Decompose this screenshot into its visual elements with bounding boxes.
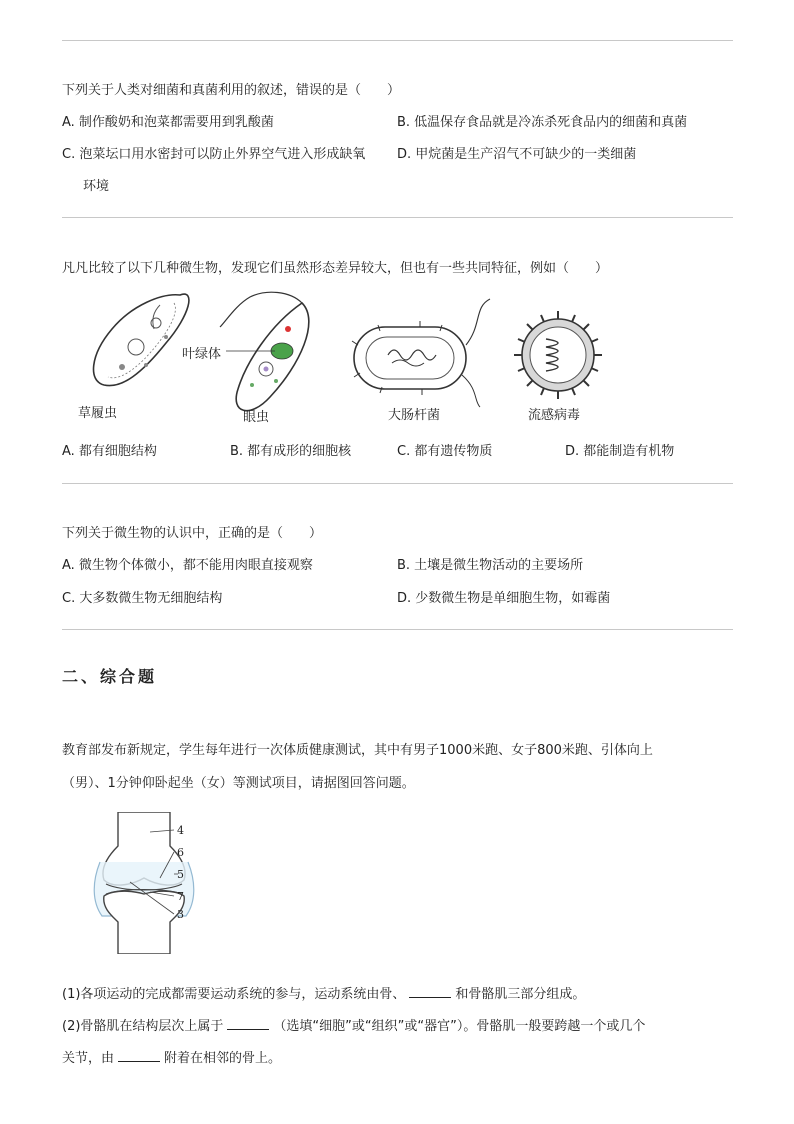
q1-option-b[interactable]: B. 低温保存食品就是冷冻杀死食品内的细菌和真菌 — [397, 115, 688, 130]
q1-option-d[interactable]: D. 甲烷菌是生产沼气不可缺少的一类细菌 — [397, 147, 637, 162]
euglena-drawing — [220, 292, 309, 410]
question-3-stem: 下列关于微生物的认识中，正确的是（ ） — [62, 526, 323, 541]
sub2-text-b: （选填“细胞”或“组织”或“器官”）。骨骼肌一般要跨越一个或几个 — [273, 1019, 646, 1034]
answer-blank-2[interactable] — [227, 1017, 269, 1030]
paramecium-label: 草履虫 — [78, 406, 118, 421]
ecoli-label: 大肠杆菌 — [388, 408, 441, 423]
joint-label-3: 3 — [177, 908, 184, 921]
section-title: 二、综合题 — [62, 667, 158, 686]
divider — [62, 629, 733, 630]
joint-label-7: 7 — [177, 890, 184, 903]
answer-blank-1[interactable] — [409, 985, 451, 998]
divider — [62, 40, 733, 41]
ecoli-drawing — [352, 299, 490, 407]
sub-question-2-line2 — [62, 1049, 281, 1068]
q2-option-d[interactable]: D. 都能制造有机物 — [565, 444, 675, 459]
joint-label-5: 5 — [177, 868, 184, 881]
joint-label-6: 6 — [177, 846, 184, 859]
q1-option-c-wrap: 环境 — [83, 179, 110, 194]
euglena-label: 眼虫 — [243, 410, 270, 425]
divider — [62, 217, 733, 218]
divider — [62, 483, 733, 484]
q2-option-a[interactable]: A. 都有细胞结构 — [62, 444, 157, 459]
virus-drawing — [514, 311, 602, 399]
sub2-line2-text-b: 附着在相邻的骨上。 — [164, 1051, 282, 1066]
sub2-line2-text-a: 关节，由 — [62, 1051, 115, 1066]
question-4-stem-line2: （男）、1分钟仰卧起坐（女）等测试项目，请据图回答问题。 — [62, 776, 415, 791]
q2-option-b[interactable]: B. 都有成形的细胞核 — [230, 444, 352, 459]
q3-option-d[interactable]: D. 少数微生物是单细胞生物，如霉菌 — [397, 591, 611, 606]
q1-option-c[interactable]: C. 泡菜坛口用水密封可以防止外界空气进入形成缺氧 — [62, 147, 366, 162]
question-1-stem: 下列关于人类对细菌和真菌利用的叙述，错误的是（ ） — [62, 83, 401, 98]
answer-blank-3[interactable] — [118, 1049, 160, 1062]
question-4-stem-line1: 教育部发布新规定，学生每年进行一次体质健康测试，其中有男子1000米跑、女子800米跑、引体向上 — [62, 743, 653, 758]
chloroplast-label: 叶绿体 — [182, 347, 222, 362]
sub2-text-a: (2)骨骼肌在结构层次上属于 — [62, 1019, 224, 1034]
q3-option-b[interactable]: B. 土壤是微生物活动的主要场所 — [397, 558, 584, 573]
q3-option-a[interactable]: A. 微生物个体微小，都不能用肉眼直接观察 — [62, 558, 313, 573]
question-2-stem: 凡凡比较了以下几种微生物，发现它们虽然形态差异较大，但也有一些共同特征，例如（ ） — [62, 261, 609, 276]
q3-option-c[interactable]: C. 大多数微生物无细胞结构 — [62, 591, 223, 606]
virus-label: 流感病毒 — [528, 408, 581, 423]
sub-question-1 — [62, 985, 585, 1004]
sub-question-2-line1 — [62, 1017, 645, 1036]
joint-label-4: 4 — [177, 824, 184, 837]
sub1-text-a: (1)各项运动的完成都需要运动系统的参与，运动系统由骨、 — [62, 987, 406, 1002]
knee-joint-diagram — [90, 812, 200, 954]
q1-option-a[interactable]: A. 制作酸奶和泡菜都需要用到乳酸菌 — [62, 115, 274, 130]
paramecium-drawing — [94, 294, 189, 385]
q2-option-c[interactable]: C. 都有遗传物质 — [397, 444, 493, 459]
sub1-text-b: 和骨骼肌三部分组成。 — [455, 987, 586, 1002]
